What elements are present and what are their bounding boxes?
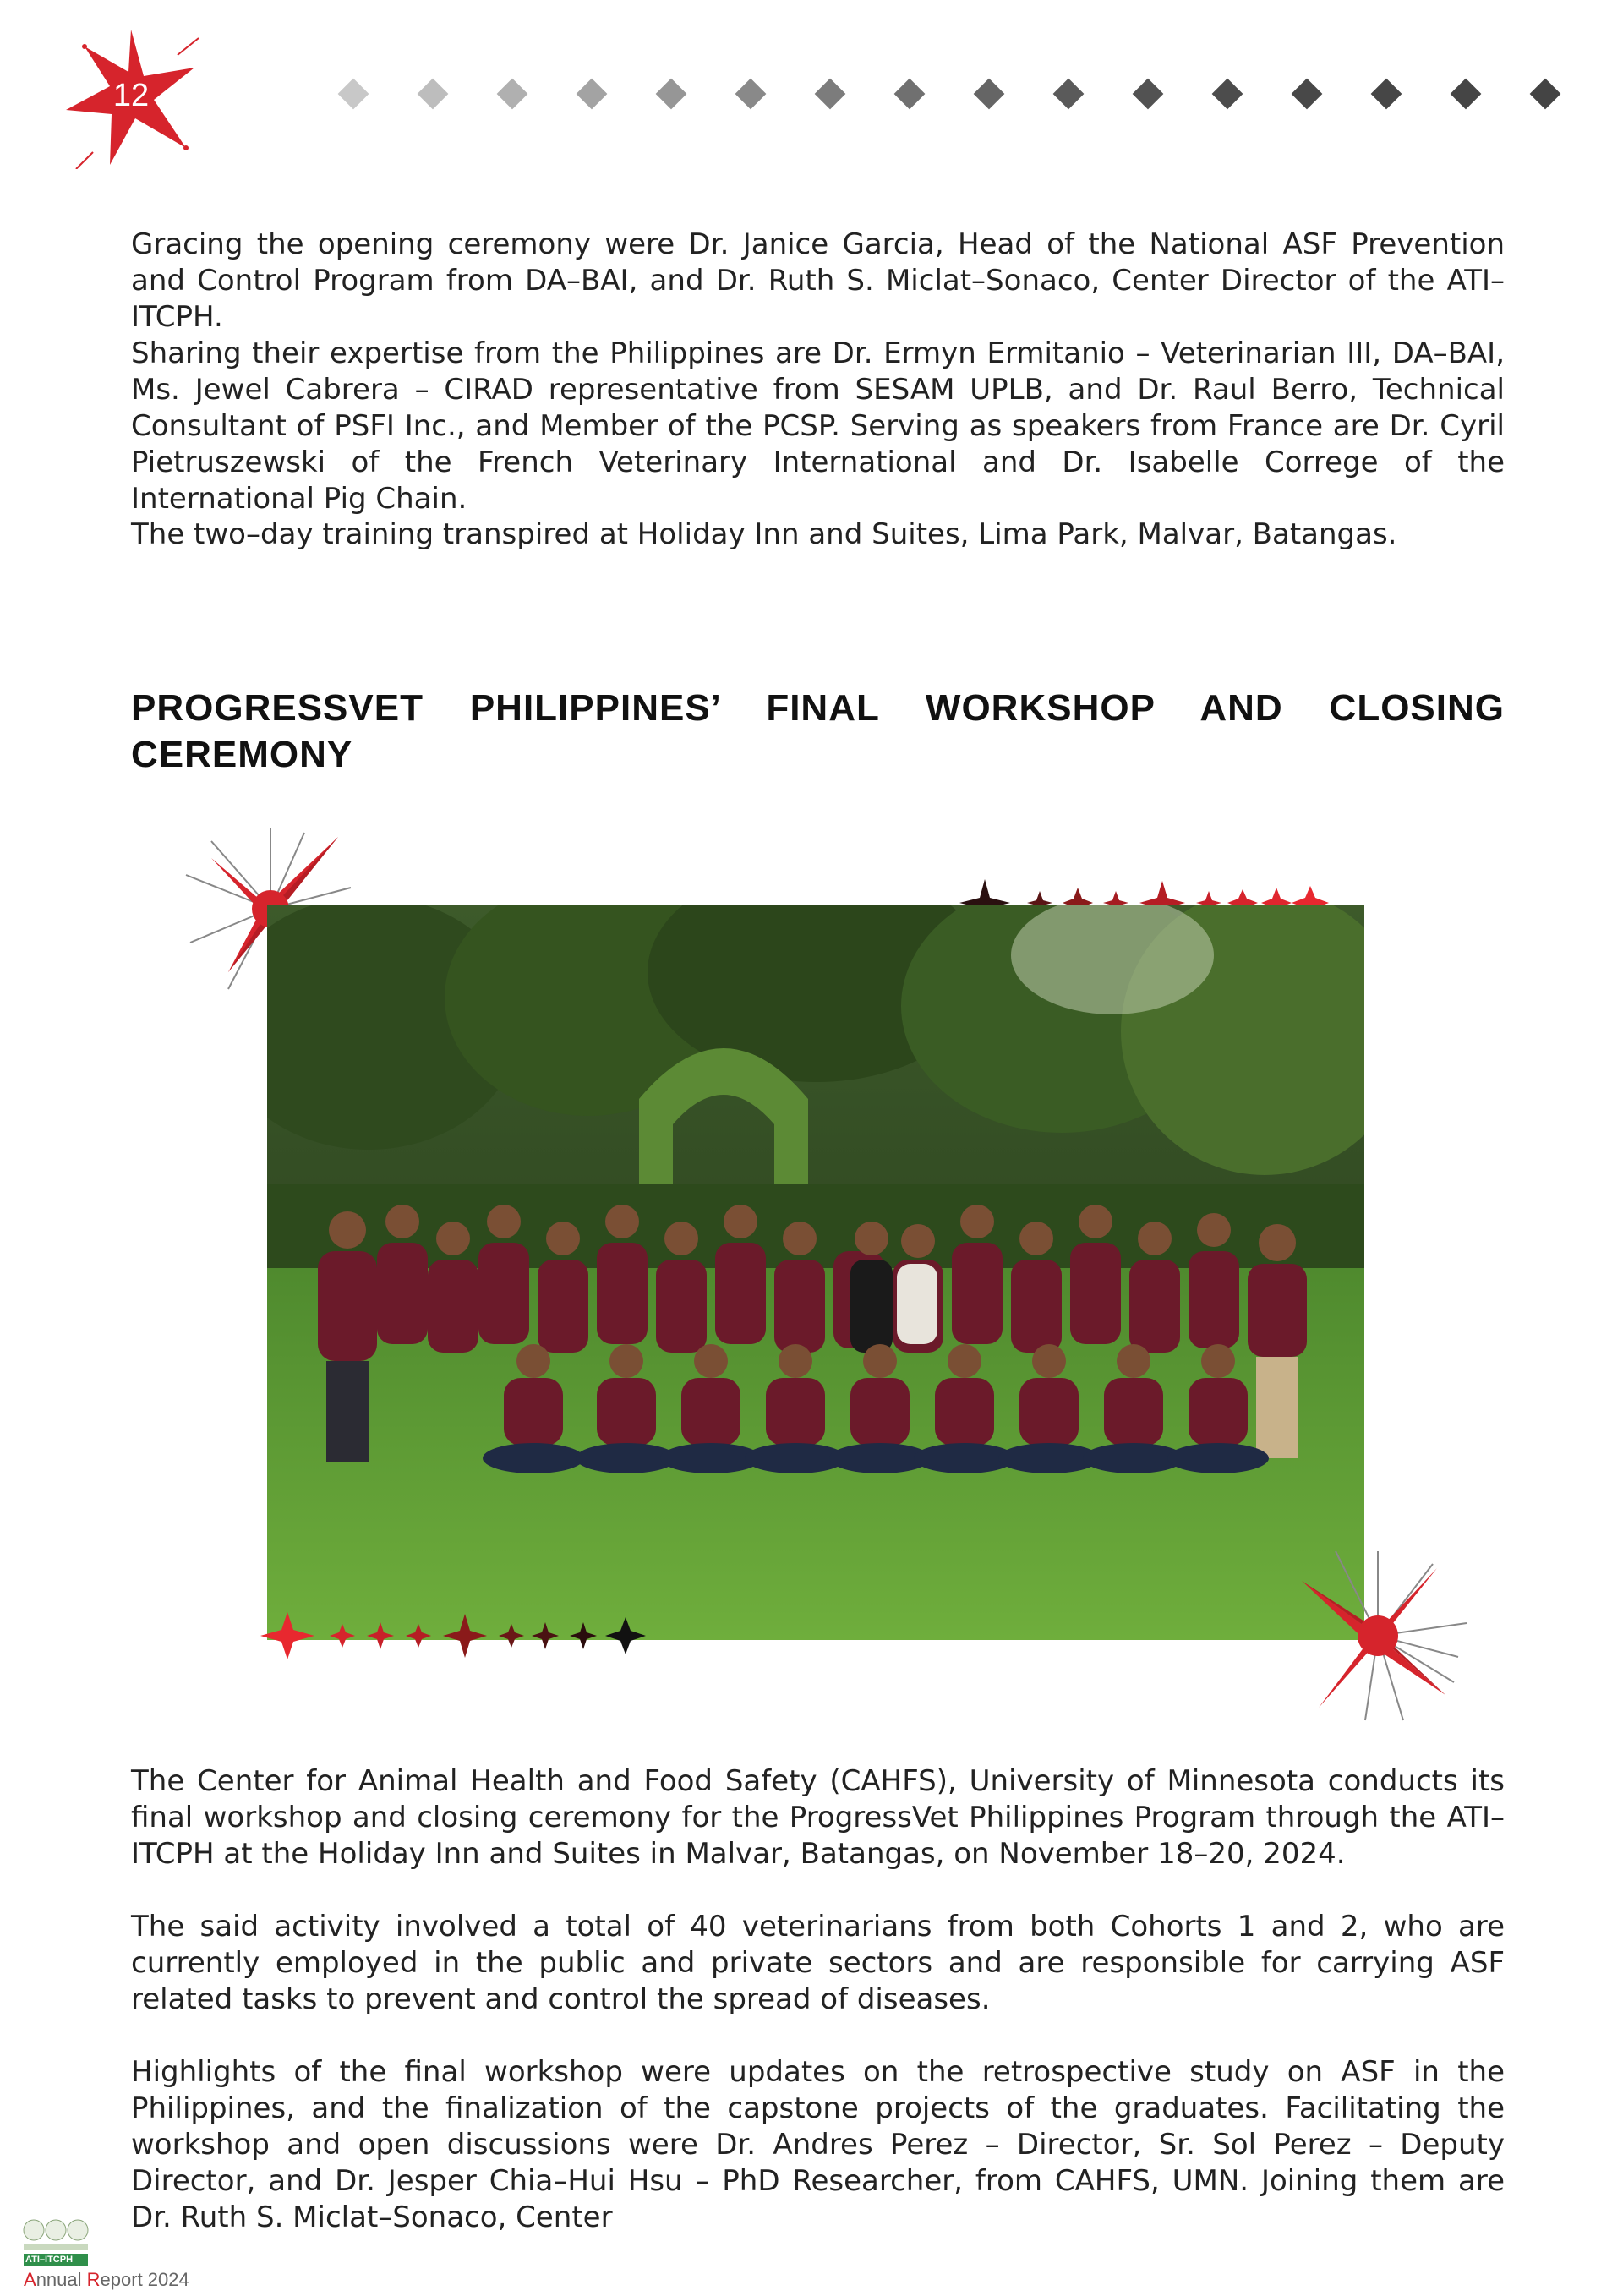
group-photo xyxy=(267,905,1364,1640)
diamond-icon xyxy=(1133,79,1164,110)
diamond-icon xyxy=(1053,79,1085,110)
diamond-icon xyxy=(338,79,369,110)
section-heading: PROGRESSVET PHILIPPINES’ FINAL WORKSHOP AND CLOSING CEREMONY xyxy=(131,687,1505,775)
diamond-icon xyxy=(1212,79,1243,110)
paragraph-participants: The said activity involved a total of 40 veterinarians from both Cohorts 1 and 2, who are currently employed in the public and private sectors and are responsible for carrying ASF related tasks to prevent and control the spread of diseases. xyxy=(131,1910,1505,2016)
page-number-badge xyxy=(59,25,203,169)
diamond-row xyxy=(342,83,1577,117)
footer-report-title xyxy=(24,2269,189,2291)
diamond-icon xyxy=(894,79,926,110)
diamond-icon xyxy=(497,79,528,110)
paragraph-highlights: Highlights of the final workshop were updates on the retrospective study on ASF in the Philippines, and the finalization of the capstone projects of the graduates. Facilitating the workshop and open discussions were Dr. Andres Perez – Director, Sr. Sol Perez – Deputy Director, and Dr. Jesper Chia–Hui Hsu – PhD Researcher, from CAHFS, UMN. Joining them are Dr. Ruth S. Miclat–Sonaco, Center xyxy=(131,2055,1505,2234)
footer-text-mid: nnual xyxy=(36,2269,87,2290)
diamond-icon xyxy=(656,79,687,110)
diamond-icon xyxy=(1530,79,1561,110)
footer-letter-r: R xyxy=(86,2269,101,2290)
star-row-bottom-icon xyxy=(254,1610,651,1661)
diamond-icon xyxy=(1292,79,1323,110)
diamond-icon xyxy=(1371,79,1402,110)
diamond-icon xyxy=(577,79,608,110)
footer-text-rest: eport 2024 xyxy=(100,2269,189,2290)
paragraph-opening-ceremony: Gracing the opening ceremony were Dr. Janice Garcia, Head of the National ASF Prevention and Control Program from DA–BAI, and Dr. Ruth S. Miclat–Sonaco, Center Director of the ATI–ITCPH. xyxy=(131,227,1505,334)
paragraph-speakers: Sharing their expertise from the Philippines are Dr. Ermyn Ermitanio – Veterinarian III, DA–BAI, Ms. Jewel Cabrera – CIRAD representative from SESAM UPLB, and Dr. Raul Berro, Technical Consultant of PSFI Inc., and Member of the PCSP. Serving as speakers from France are Dr. Cyril Pietruszewski of the French Veterinary International and Dr. Isabelle Correge of the International Pig Chain. xyxy=(131,336,1505,516)
diamond-icon xyxy=(735,79,767,110)
paragraph-venue: The two–day training transpired at Holiday Inn and Suites, Lima Park, Malvar, Batangas. xyxy=(131,517,1397,551)
logo-text: ATI–ITCPH xyxy=(25,2255,74,2265)
diamond-icon xyxy=(974,79,1005,110)
burst-star-icon xyxy=(1285,1547,1471,1725)
page-number: 12 xyxy=(112,78,150,113)
footer-letter-a: A xyxy=(24,2269,36,2290)
diamond-icon xyxy=(418,79,449,110)
group-photo-image xyxy=(267,905,1364,1640)
diamond-icon xyxy=(815,79,846,110)
diamond-icon xyxy=(1451,79,1482,110)
paragraph-workshop-intro: The Center for Animal Health and Food Safety (CAHFS), University of Minnesota conducts its final workshop and closing ceremony for the ProgressVet Philippines Program through the ATI–ITCPH at the Holiday Inn and Suites in Malvar, Batangas, on November 18–20, 2024. xyxy=(131,1764,1505,1871)
ati-itcph-logo xyxy=(22,2215,90,2274)
